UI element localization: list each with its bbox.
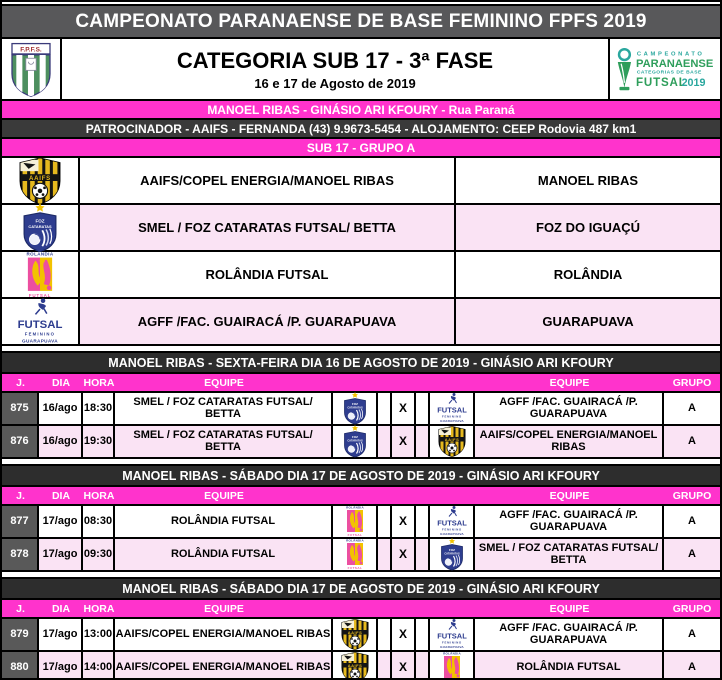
match-time: 19:30 [83, 426, 115, 457]
guarapuava-team-logo [437, 618, 467, 651]
schedule-header-row [2, 487, 720, 506]
col-header-equipe-away: EQUIPE [549, 376, 590, 389]
col-header-equipe-away: EQUIPE [549, 602, 590, 615]
home-team-logo-cell [333, 652, 378, 680]
match-number: 877 [2, 506, 39, 537]
home-team-logo-cell [333, 539, 378, 570]
foz-cataratas-team-logo [340, 425, 370, 458]
section-title-bar: MANOEL RIBAS - SEXTA-FEIRA DIA 16 DE AGOSTO DE 2019 - GINÁSIO ARI KFOURY [2, 351, 720, 374]
col-header-dia: DIA [51, 376, 71, 389]
team-city: ROLÂNDIA [553, 267, 623, 282]
foz-cataratas-team-logo-cell [2, 205, 80, 250]
match-row-879 [2, 619, 720, 652]
venue-bar: MANOEL RIBAS - GINÁSIO ARI KFOURY - Rua Paraná [2, 101, 720, 120]
team-row [2, 299, 720, 346]
home-team-name: AAIFS/COPEL ENERGIA/MANOEL RIBAS [115, 652, 333, 680]
away-team-logo-cell [430, 426, 475, 457]
team-row [2, 252, 720, 299]
versus-label: X [392, 506, 416, 537]
guarapuava-team-logo [17, 297, 63, 347]
match-group: A [688, 660, 696, 673]
col-header-equipe-home: EQUIPE [204, 489, 244, 502]
col-header-dia: DIA [51, 602, 71, 615]
match-number: 880 [2, 652, 39, 680]
match-group: A [688, 401, 696, 414]
match-group: A [688, 627, 696, 640]
team-name: SMEL / FOZ CATARATAS FUTSAL/ BETTA [80, 205, 456, 250]
match-number: 875 [2, 393, 39, 424]
aaifs-team-logo-cell [2, 158, 80, 203]
col-header-j: J. [16, 376, 25, 389]
match-number: 878 [2, 539, 39, 570]
col-header-hora: HORA [83, 602, 115, 615]
event-dates: 16 e 17 de Agosto de 2019 [254, 75, 416, 91]
away-team-logo-cell [430, 652, 475, 680]
match-group: A [688, 434, 696, 447]
team-row [2, 205, 720, 252]
championship-logo-cell [610, 39, 720, 99]
group-teams-table [2, 158, 720, 346]
away-team-name: SMEL / FOZ CATARATAS FUTSAL/ BETTA [475, 539, 664, 570]
team-city: MANOEL RIBAS [537, 173, 639, 188]
foz-cataratas-team-logo [340, 392, 370, 425]
schedule-section-2 [2, 464, 720, 572]
team-city: FOZ DO IGUAÇÚ [536, 220, 640, 235]
home-team-name: AAIFS/COPEL ENERGIA/MANOEL RIBAS [115, 619, 333, 650]
versus-label: X [392, 652, 416, 680]
home-team-logo-cell [333, 393, 378, 424]
col-header-hora: HORA [83, 376, 115, 389]
team-name: AAIFS/COPEL ENERGIA/MANOEL RIBAS [80, 158, 456, 203]
aaifs-team-logo [437, 425, 467, 458]
match-row-875 [2, 393, 720, 426]
match-day: 17/ago [39, 506, 83, 537]
match-day: 17/ago [39, 539, 83, 570]
match-time: 08:30 [83, 506, 115, 537]
section-title-bar: MANOEL RIBAS - SÁBADO DIA 17 DE AGOSTO DE 2019 - GINÁSIO ARI KFOURY [2, 464, 720, 487]
document-title: CAMPEONATO PARANAENSE DE BASE FEMININO FPFS 2019 [75, 10, 647, 32]
away-team-name: AGFF /FAC. GUAIRACÁ /P. GUARAPUAVA [475, 506, 664, 537]
sponsor-bar: PATROCINADOR - AAIFS - FERNANDA (43) 9.9673-5454 - ALOJAMENTO: CEEP Rodovia 487 km1 [2, 120, 720, 139]
rolandia-team-logo [437, 651, 467, 680]
col-header-equipe-away: EQUIPE [549, 489, 590, 502]
col-header-grupo: GRUPO [672, 376, 712, 389]
away-team-name: ROLÂNDIA FUTSAL [475, 652, 664, 680]
col-header-equipe-home: EQUIPE [204, 376, 244, 389]
schedule-section-3 [2, 577, 720, 680]
versus-label: X [392, 426, 416, 457]
col-header-dia: DIA [51, 489, 71, 502]
match-time: 13:00 [83, 619, 115, 650]
col-header-j: J. [16, 489, 25, 502]
foz-cataratas-team-logo [437, 538, 467, 571]
guarapuava-team-logo [437, 392, 467, 425]
col-header-j: J. [16, 602, 25, 615]
rolandia-team-logo [17, 250, 63, 300]
home-team-name: SMEL / FOZ CATARATAS FUTSAL/ BETTA [115, 393, 333, 424]
match-day: 17/ago [39, 619, 83, 650]
match-time: 09:30 [83, 539, 115, 570]
col-header-grupo: GRUPO [672, 602, 712, 615]
header-center [62, 39, 610, 99]
col-header-hora: HORA [83, 489, 115, 502]
header [2, 39, 720, 101]
section-title-bar: MANOEL RIBAS - SÁBADO DIA 17 DE AGOSTO DE 2019 - GINÁSIO ARI KFOURY [2, 577, 720, 600]
match-row-877 [2, 506, 720, 539]
team-row [2, 158, 720, 205]
aaifs-team-logo [340, 651, 370, 680]
away-team-name: AAIFS/COPEL ENERGIA/MANOEL RIBAS [475, 426, 664, 457]
team-name: AGFF /FAC. GUAIRACÁ /P. GUARAPUAVA [80, 299, 456, 344]
match-number: 879 [2, 619, 39, 650]
championship-logo [612, 46, 718, 93]
rolandia-team-logo [340, 538, 370, 571]
home-team-logo-cell [333, 619, 378, 650]
rolandia-team-logo [340, 505, 370, 538]
match-day: 16/ago [39, 393, 83, 424]
match-group: A [688, 514, 696, 527]
match-time: 14:00 [83, 652, 115, 680]
versus-label: X [392, 619, 416, 650]
rolandia-team-logo-cell [2, 252, 80, 297]
match-row-880 [2, 652, 720, 680]
match-row-878 [2, 539, 720, 572]
col-header-equipe-home: EQUIPE [204, 602, 244, 615]
away-team-logo-cell [430, 619, 475, 650]
match-row-876 [2, 426, 720, 459]
home-team-logo-cell [333, 506, 378, 537]
away-team-name: AGFF /FAC. GUAIRACÁ /P. GUARAPUAVA [475, 619, 664, 650]
home-team-name: ROLÂNDIA FUTSAL [115, 539, 333, 570]
document-title-bar [2, 4, 720, 39]
away-team-logo-cell [430, 539, 475, 570]
match-number: 876 [2, 426, 39, 457]
home-team-name: ROLÂNDIA FUTSAL [115, 506, 333, 537]
home-team-name: SMEL / FOZ CATARATAS FUTSAL/ BETTA [115, 426, 333, 457]
guarapuava-team-logo [437, 505, 467, 538]
versus-label: X [392, 539, 416, 570]
foz-cataratas-team-logo [17, 203, 63, 253]
fpfs-logo [5, 41, 57, 98]
team-name: ROLÂNDIA FUTSAL [80, 252, 456, 297]
versus-label: X [392, 393, 416, 424]
away-team-logo-cell [430, 506, 475, 537]
match-group: A [688, 547, 696, 560]
match-time: 18:30 [83, 393, 115, 424]
away-team-name: AGFF /FAC. GUAIRACÁ /P. GUARAPUAVA [475, 393, 664, 424]
schedule-header-row [2, 600, 720, 619]
schedule-header-row [2, 374, 720, 393]
match-day: 17/ago [39, 652, 83, 680]
col-header-grupo: GRUPO [672, 489, 712, 502]
match-day: 16/ago [39, 426, 83, 457]
category-title: CATEGORIA SUB 17 - 3ª FASE [176, 47, 494, 73]
schedule-section-1 [2, 351, 720, 459]
team-city: GUARAPUAVA [542, 314, 634, 329]
home-team-logo-cell [333, 426, 378, 457]
fpfs-logo-cell [2, 39, 62, 99]
group-bar: SUB 17 - GRUPO A [2, 139, 720, 158]
aaifs-team-logo [17, 156, 63, 206]
away-team-logo-cell [430, 393, 475, 424]
aaifs-team-logo [340, 618, 370, 651]
guarapuava-team-logo-cell [2, 299, 80, 344]
